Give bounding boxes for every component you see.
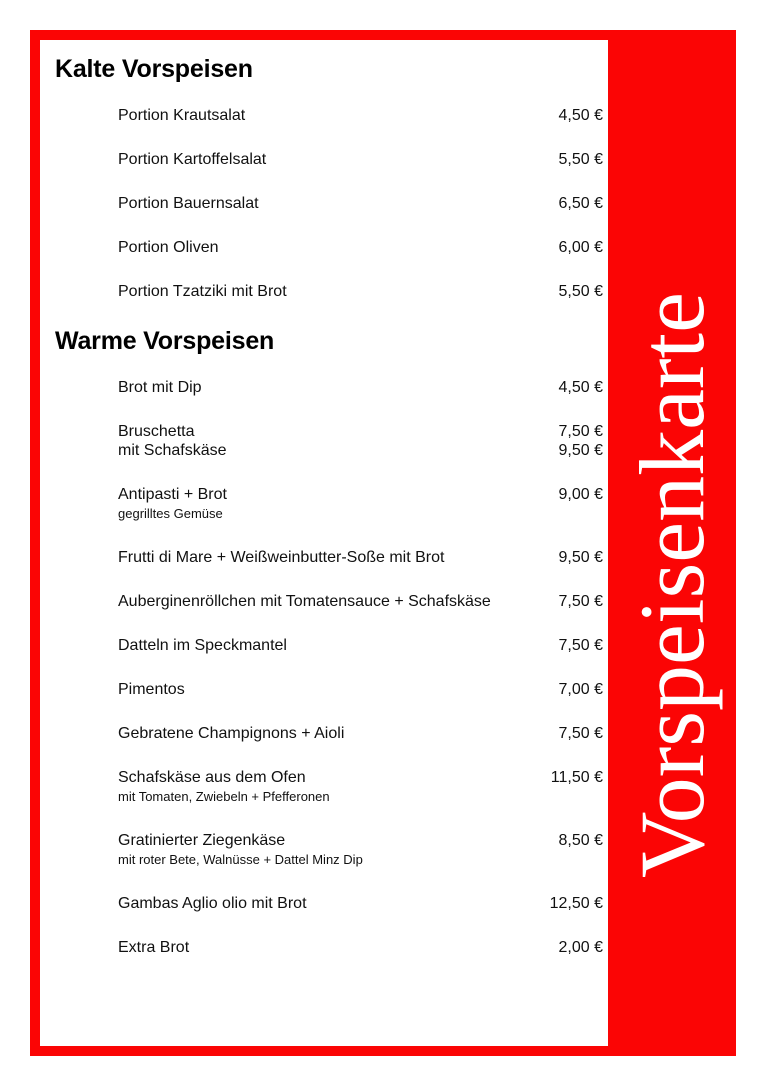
item-name: Portion Kartoffelsalat (118, 151, 267, 168)
menu-item-line (118, 238, 603, 257)
section-items (55, 106, 608, 301)
item-name: Gebratene Champignons + Aioli (118, 725, 345, 742)
item-price: 6,00 € (558, 239, 603, 256)
menu-item (118, 831, 603, 869)
menu-item-line (118, 504, 603, 523)
item-price: 12,50 € (549, 895, 603, 912)
item-name: Antipasti + Brot (118, 486, 227, 503)
item-price: 11,50 € (550, 769, 603, 786)
menu-item-line (118, 592, 603, 611)
item-price: 7,50 € (558, 423, 603, 440)
menu-item-line (118, 680, 603, 699)
menu-item (118, 378, 603, 397)
item-price: 7,50 € (558, 637, 603, 654)
menu-content (40, 40, 608, 1046)
menu-item (118, 282, 603, 301)
item-name: Portion Tzatziki mit Brot (118, 283, 287, 300)
item-price: 4,50 € (558, 107, 603, 124)
item-name: Brot mit Dip (118, 379, 202, 396)
menu-item (118, 238, 603, 257)
item-price: 5,50 € (558, 283, 603, 300)
item-name: Frutti di Mare + Weißweinbutter-Soße mit Brot (118, 549, 445, 566)
menu-item (118, 485, 603, 523)
item-price: 7,00 € (558, 681, 603, 698)
menu-item-line (118, 894, 603, 913)
menu-item-line (118, 724, 603, 743)
menu-item-line (118, 787, 603, 806)
item-name: Schafskäse aus dem Ofen (118, 769, 306, 786)
menu-item (118, 636, 603, 655)
menu-item (118, 194, 603, 213)
item-price: 7,50 € (558, 593, 603, 610)
menu-item-line (118, 282, 603, 301)
item-name: Pimentos (118, 681, 185, 698)
item-price: 9,50 € (558, 549, 603, 566)
item-name: Auberginenröllchen mit Tomatensauce + Schafskäse (118, 593, 491, 610)
menu-item (118, 106, 603, 125)
menu-section (55, 54, 608, 301)
menu-item-line (118, 422, 603, 441)
item-name: Extra Brot (118, 939, 190, 956)
menu-item-line (118, 636, 603, 655)
item-name: Gambas Aglio olio mit Brot (118, 895, 307, 912)
menu-item-line (118, 378, 603, 397)
sidebar (608, 30, 736, 1056)
menu-item-line (118, 548, 603, 567)
menu-item-line (118, 485, 603, 504)
menu-item-line (118, 106, 603, 125)
section-title: Kalte Vorspeisen (55, 55, 253, 83)
item-name: gegrilltes Gemüse (118, 506, 223, 521)
item-price: 2,00 € (558, 939, 603, 956)
menu-item-line (118, 150, 603, 169)
menu-section (55, 326, 608, 957)
item-price: 4,50 € (558, 379, 603, 396)
section-items (55, 378, 608, 957)
item-name: Bruschetta (118, 423, 195, 440)
menu-frame (30, 30, 736, 1056)
menu-item (118, 592, 603, 611)
menu-item (118, 768, 603, 806)
menu-item-line (118, 938, 603, 957)
menu-item (118, 724, 603, 743)
item-price: 5,50 € (558, 151, 603, 168)
item-name: Portion Bauernsalat (118, 195, 259, 212)
menu-item (118, 422, 603, 460)
item-price: 9,50 € (558, 442, 603, 459)
item-name: Datteln im Speckmantel (118, 637, 287, 654)
item-price: 6,50 € (558, 195, 603, 212)
item-price: 8,50 € (558, 832, 603, 849)
item-name: Gratinierter Ziegenkäse (118, 832, 286, 849)
menu-item (118, 150, 603, 169)
item-name: Portion Krautsalat (118, 107, 246, 124)
menu-item (118, 894, 603, 913)
item-price: 9,00 € (558, 486, 603, 503)
item-price: 7,50 € (558, 725, 603, 742)
menu-item-line (118, 194, 603, 213)
item-name: mit Tomaten, Zwiebeln + Pfefferonen (118, 789, 330, 804)
sidebar-title: Vorspeisenkarte (621, 292, 723, 878)
menu-item-line (118, 850, 603, 869)
menu-item-line (118, 768, 603, 787)
item-name: mit Schafskäse (118, 442, 227, 459)
menu-item-line (118, 831, 603, 850)
menu-item (118, 680, 603, 699)
menu-item (118, 938, 603, 957)
menu-item (118, 548, 603, 567)
item-name: Portion Oliven (118, 239, 219, 256)
item-name: mit roter Bete, Walnüsse + Dattel Minz Dip (118, 852, 363, 867)
menu-item-line (118, 441, 603, 460)
section-title: Warme Vorspeisen (55, 327, 275, 355)
